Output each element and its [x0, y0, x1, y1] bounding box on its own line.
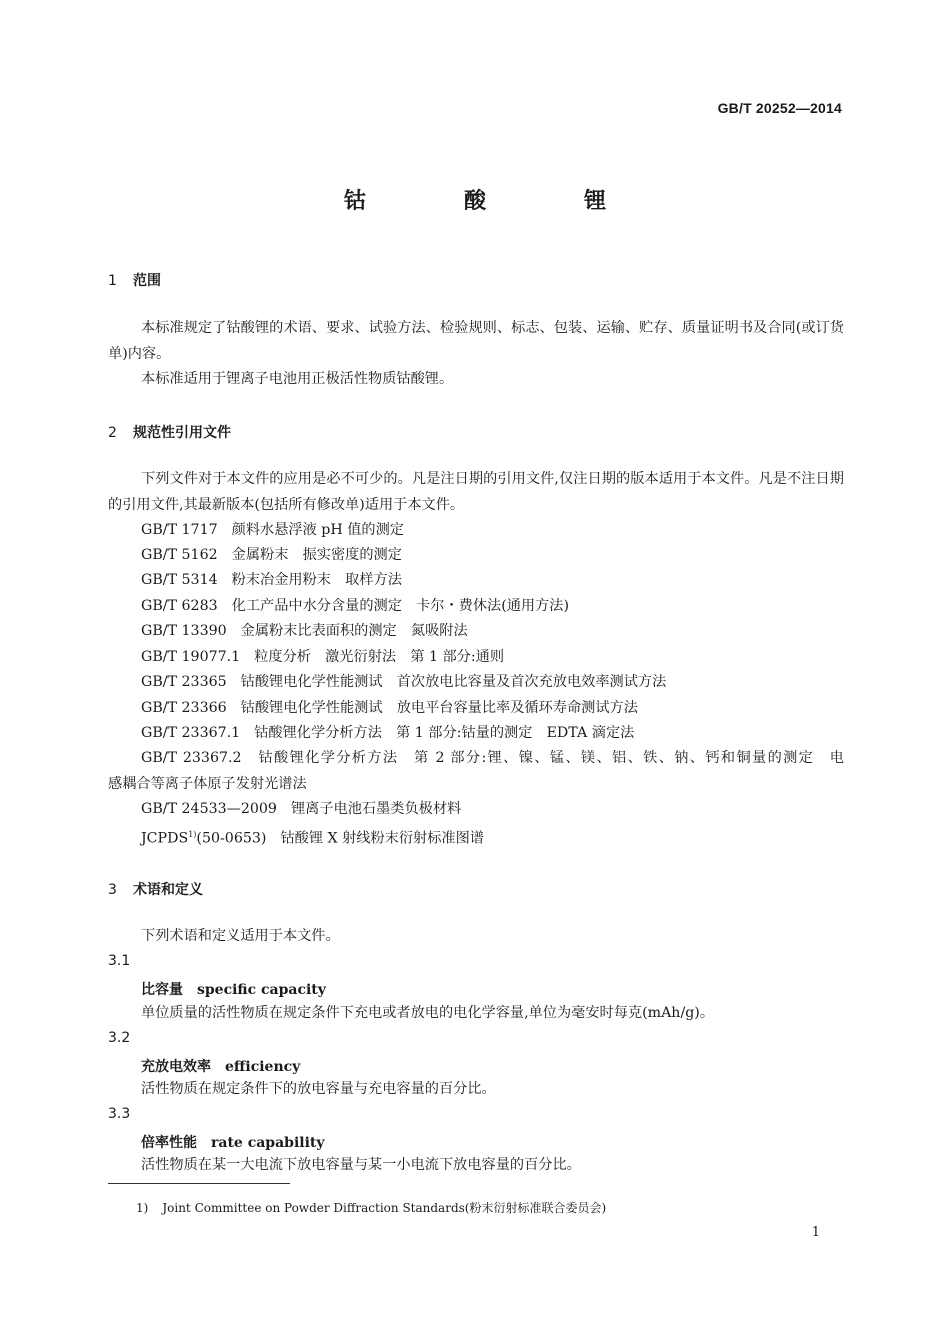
reference-item: GB/T 23365 钴酸锂电化学性能测试 首次放电比容量及首次充放电效率测试方法	[141, 674, 667, 690]
term-heading: 充放电效率 efficiency	[141, 1059, 301, 1075]
section-title: 规范性引用文件	[133, 425, 231, 441]
section-1-heading	[108, 270, 161, 290]
footnote: 1) Joint Committee on Powder Diffraction Standards(粉末衍射标准联合委员会)	[136, 1201, 607, 1215]
term-definition: 活性物质在某一大电流下放电容量与某一小电流下放电容量的百分比。	[141, 1157, 581, 1173]
section-3-heading	[108, 879, 203, 899]
scope-paragraph-1: 本标准规定了钴酸锂的术语、要求、试验方法、检验规则、标志、包装、运输、贮存、质量证明书及合同(或订货单)内容。	[108, 320, 844, 362]
term-heading: 倍率性能 rate capability	[141, 1135, 325, 1151]
term-number: 3.1	[108, 953, 131, 969]
term-number: 3.2	[108, 1030, 131, 1046]
section-number: 3	[108, 882, 117, 898]
scope-paragraph-2: 本标准适用于锂离子电池用正极活性物质钴酸锂。	[141, 371, 454, 387]
section-number: 1	[108, 273, 117, 289]
reference-item: GB/T 1717 颜料水悬浮液 pH 值的测定	[141, 522, 404, 538]
document-code: GB/T 20252—2014	[717, 100, 842, 116]
reference-item-jcpds: JCPDS$^{1)}$(50-0653) 钴酸锂 X 射线粉末衍射标准图谱	[141, 830, 484, 847]
term-definition: 单位质量的活性物质在规定条件下充电或者放电的电化学容量,单位为毫安时每克(mAh/g)。	[141, 1005, 715, 1021]
footnote-mark: 1)	[188, 830, 197, 839]
section-number: 2	[108, 425, 117, 441]
reference-item: GB/T 19077.1 粒度分析 激光衍射法 第 1 部分:通则	[141, 649, 505, 665]
references-intro: 下列文件对于本文件的应用是必不可少的。凡是注日期的引用文件,仅注日期的版本适用于本文件。凡是不注日期的引用文件,其最新版本(包括所有修改单)适用于本文件。	[108, 471, 844, 513]
reference-item: GB/T 23366 钴酸锂电化学性能测试 放电平台容量比率及循环寿命测试方法	[141, 700, 638, 716]
section-title: 术语和定义	[133, 882, 203, 898]
document-title: 钴 酸 锂	[343, 189, 644, 214]
reference-item: GB/T 5314 粉末冶金用粉末 取样方法	[141, 572, 402, 588]
section-2-heading	[108, 422, 231, 442]
section-title: 范围	[133, 273, 161, 289]
term-number: 3.3	[108, 1106, 131, 1122]
reference-item-long: GB/T 23367.2 钴酸锂化学分析方法 第 2 部分:锂、镍、锰、镁、铝、铁、钠、钙和铜量的测定 电 感耦合等离子体原子发射光谱法	[108, 750, 844, 792]
footnote-divider	[108, 1183, 290, 1184]
reference-item: GB/T 24533—2009 锂离子电池石墨类负极材料	[141, 801, 462, 817]
page-number: 1	[811, 1225, 820, 1240]
reference-item: GB/T 5162 金属粉末 振实密度的测定	[141, 547, 402, 563]
reference-item: GB/T 13390 金属粉末比表面积的测定 氮吸附法	[141, 623, 468, 639]
terms-intro: 下列术语和定义适用于本文件。	[141, 928, 340, 944]
term-definition: 活性物质在规定条件下的放电容量与充电容量的百分比。	[141, 1081, 496, 1097]
reference-item: GB/T 6283 化工产品中水分含量的测定 卡尔・费休法(通用方法)	[141, 598, 570, 614]
reference-item: GB/T 23367.1 钴酸锂化学分析方法 第 1 部分:钴量的测定 EDTA 滴定法	[141, 725, 635, 741]
term-heading: 比容量 specific capacity	[141, 982, 326, 998]
